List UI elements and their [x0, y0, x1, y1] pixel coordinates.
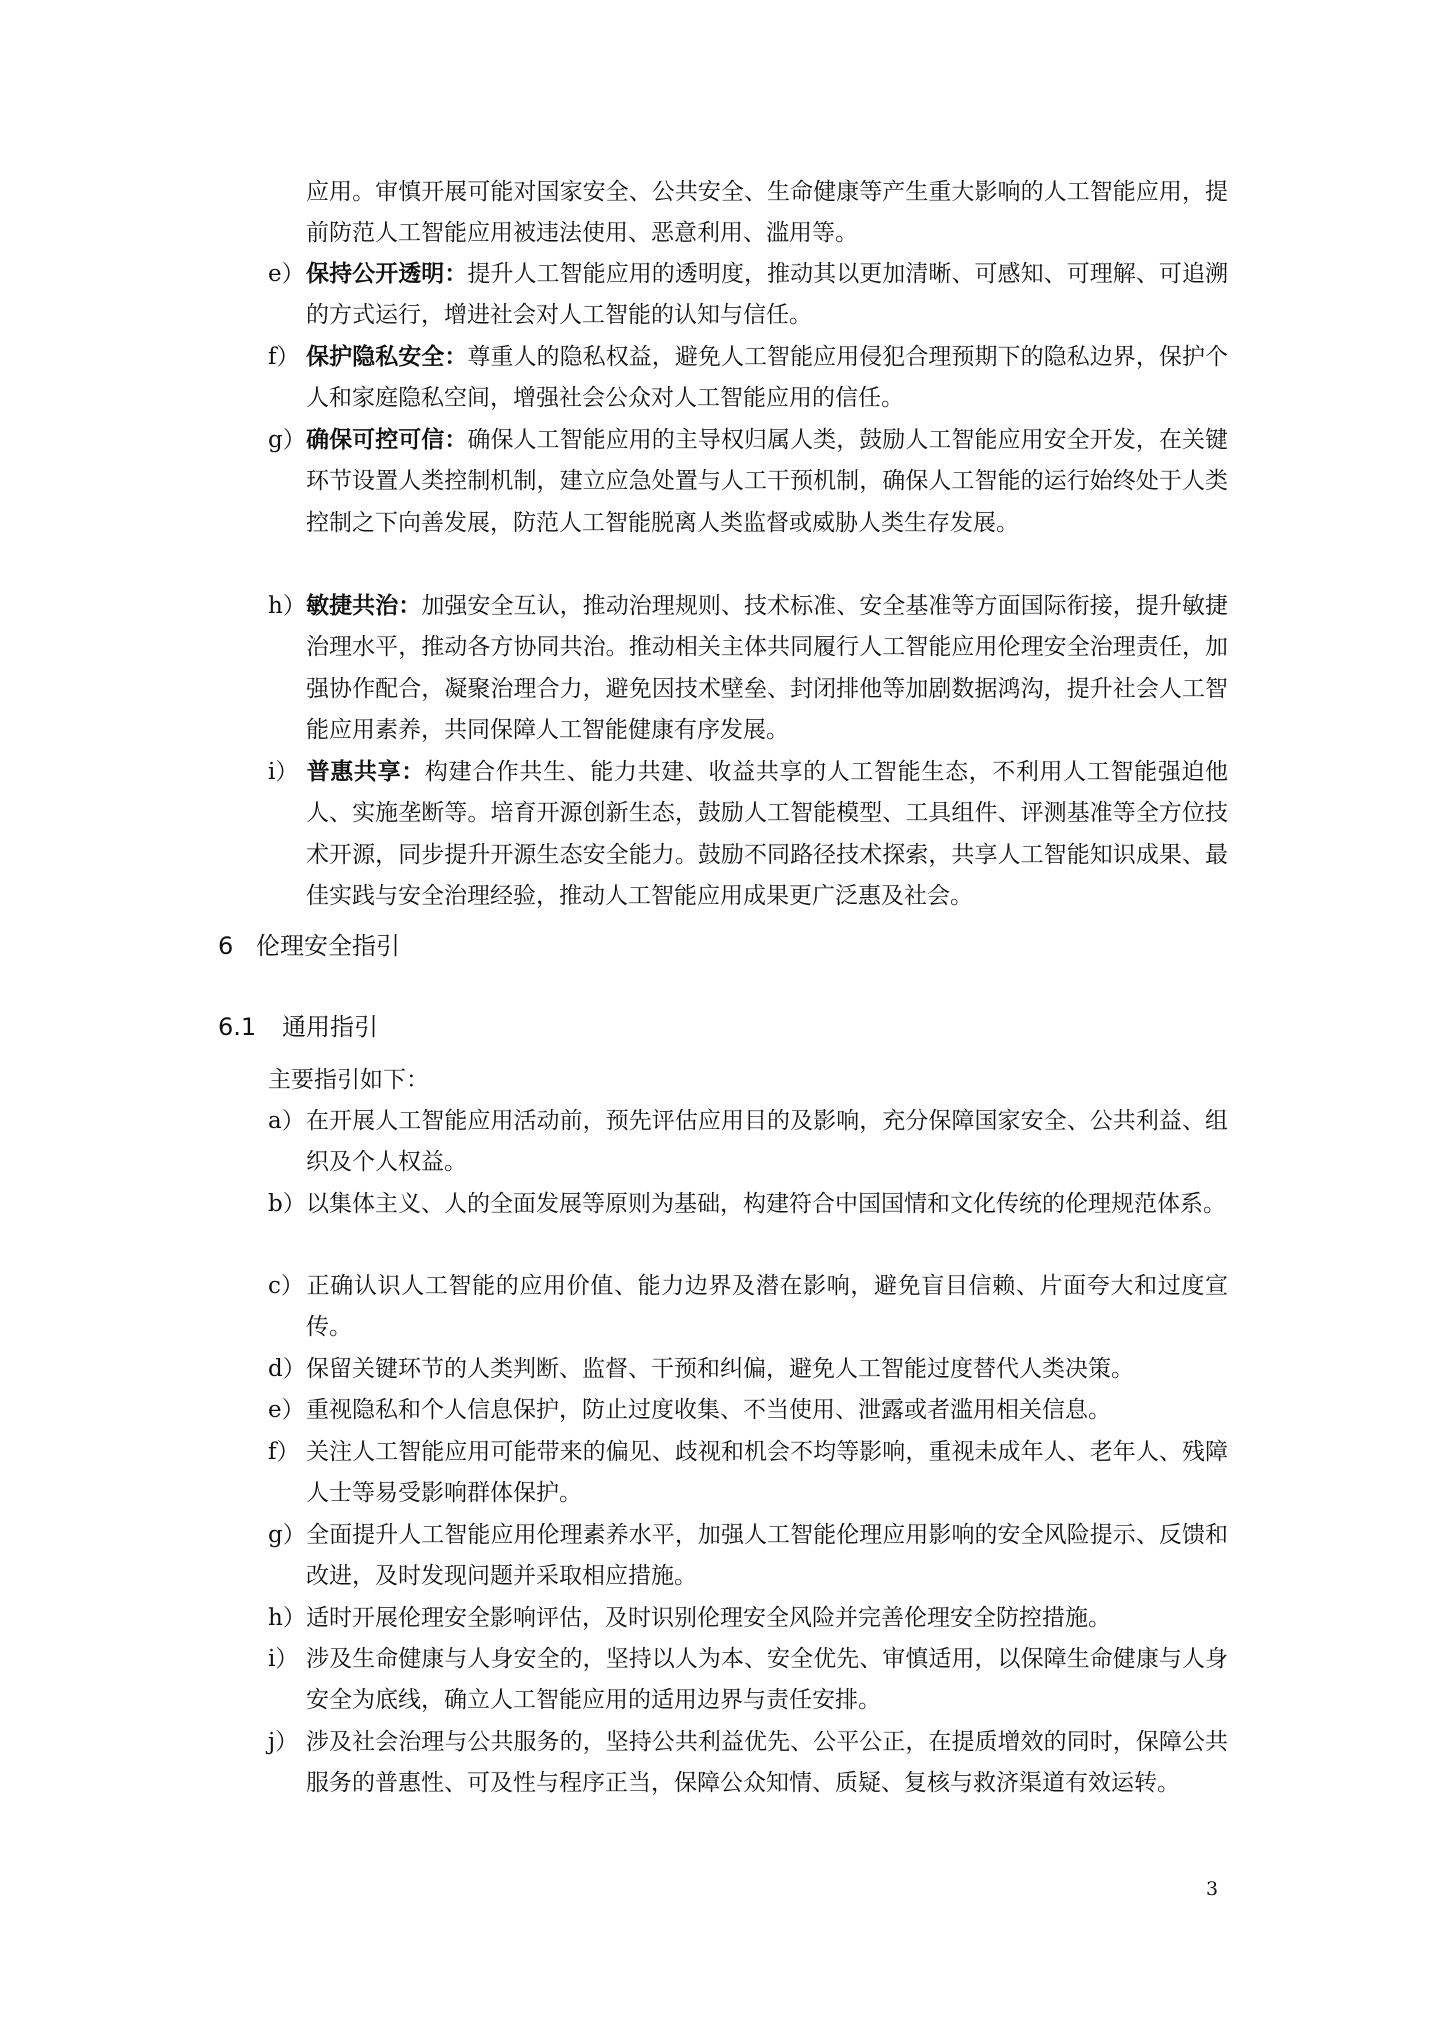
item-marker: i） [268, 1646, 299, 1672]
guideline-item-d [268, 1349, 1228, 1390]
guideline-text: 涉及社会治理与公共服务的，坚持公共利益优先、公平公正，在提质增效的同时，保障公共服务的普惠性、可及性与程序正当，保障公众知情、质疑、复核与救济渠道有效运转。 [306, 1729, 1228, 1797]
item-marker: h） [268, 1605, 306, 1631]
guideline-text: 涉及生命健康与人身安全的，坚持以人为本、安全优先、审慎适用，以保障生命健康与人身安全为底线，确立人工智能应用的适用边界与责任安排。 [306, 1646, 1228, 1714]
guideline-item-e [268, 1390, 1228, 1431]
item-marker: c） [268, 1273, 304, 1299]
item-marker: h） [268, 593, 306, 619]
item-marker: j） [268, 1729, 299, 1755]
section-heading-6-1 [218, 1007, 378, 1042]
guideline-item-f [268, 1432, 1228, 1515]
guideline-item-b [268, 1184, 1228, 1225]
principle-keyword: 保持公开透明： [306, 261, 468, 287]
principle-item-g [268, 420, 1228, 544]
principle-item-h [268, 586, 1228, 752]
principle-text: 提升人工智能应用的透明度，推动其以更加清晰、可感知、可理解、可追溯的方式运行，增进社会对人工智能的认知与信任。 [306, 261, 1229, 329]
guideline-text: 关注人工智能应用可能带来的偏见、歧视和机会不均等影响，重视未成年人、老年人、残障人士等易受影响群体保护。 [306, 1439, 1228, 1507]
guideline-text: 以集体主义、人的全面发展等原则为基础，构建符合中国国情和文化传统的伦理规范体系。 [306, 1191, 1226, 1217]
principle-text: 加强安全互认，推动治理规则、技术标准、安全基准等方面国际衔接，提升敏捷治理水平，推动各方协同共治。推动相关主体共同履行人工智能应用伦理安全治理责任，加强协作配合，凝聚治理合力，避免因技术壁垒、封闭排他等加剧数据鸿沟，提升社会人工智能应用素养，共同保障人工智能健康有序发展。 [306, 593, 1229, 744]
section-number: 6 [218, 932, 234, 960]
principle-item-f [268, 337, 1228, 420]
item-marker: b） [268, 1191, 306, 1217]
guideline-text: 保留关键环节的人类判断、监督、干预和纠偏，避免人工智能过度替代人类决策。 [306, 1356, 1134, 1382]
page-number: 3 [1206, 1878, 1219, 1900]
item-marker: g） [268, 1522, 306, 1548]
continuation-paragraph: 应用。审慎开展可能对国家安全、公共安全、生命健康等产生重大影响的人工智能应用，提前防范人工智能应用被违法使用、恶意利用、滥用等。 [306, 179, 1228, 247]
guideline-text: 全面提升人工智能应用伦理素养水平，加强人工智能伦理应用影响的安全风险提示、反馈和改进，及时发现问题并采取相应措施。 [306, 1522, 1228, 1590]
section-number: 6.1 [218, 1013, 257, 1041]
principle-text: 确保人工智能应用的主导权归属人类，鼓励人工智能应用安全开发，在关键环节设置人类控制机制，建立应急处置与人工干预机制，确保人工智能的运行始终处于人类控制之下向善发展，防范人工智能脱离人类监督或威胁人类生存发展。 [306, 427, 1229, 536]
section-title: 伦理安全指引 [256, 932, 400, 960]
guideline-text: 在开展人工智能应用活动前，预先评估应用目的及影响，充分保障国家安全、公共利益、组织及个人权益。 [306, 1108, 1228, 1176]
item-marker: a） [268, 1108, 305, 1134]
principle-text: 构建合作共生、能力共建、收益共享的人工智能生态，不利用人工智能强迫他人、实施垄断等。培育开源创新生态，鼓励人工智能模型、工具组件、评测基准等全方位技术开源，同步提升开源生态安全能力。鼓励不同路径技术探索，共享人工智能知识成果、最佳实践与安全治理经验，推动人工智能应用成果更广泛惠及社会。 [306, 759, 1229, 910]
item-marker: f） [268, 344, 300, 370]
section-heading-6 [218, 926, 400, 961]
item-marker: g） [268, 427, 306, 453]
item-marker: d） [268, 1356, 306, 1382]
guideline-text: 重视隐私和个人信息保护，防止过度收集、不当使用、泄露或者滥用相关信息。 [306, 1397, 1111, 1423]
principle-item-e [268, 254, 1228, 337]
principle-item-i [268, 752, 1228, 918]
guideline-item-a [268, 1101, 1228, 1184]
guideline-text: 正确认识人工智能的应用价值、能力边界及潜在影响，避免盲目信赖、片面夸大和过度宣传。 [306, 1273, 1228, 1341]
principle-text: 尊重人的隐私权益，避免人工智能应用侵犯合理预期下的隐私边界，保护个人和家庭隐私空间，增强社会公众对人工智能应用的信任。 [306, 344, 1229, 412]
guideline-text: 适时开展伦理安全影响评估，及时识别伦理安全风险并完善伦理安全防控措施。 [306, 1605, 1111, 1631]
principle-keyword: 敏捷共治： [306, 593, 422, 619]
guidelines-intro: 主要指引如下： [268, 1067, 429, 1093]
item-marker: e） [268, 261, 305, 287]
item-marker: i） [268, 759, 299, 785]
item-marker: e） [268, 1397, 305, 1423]
section-title: 通用指引 [282, 1013, 378, 1041]
principle-keyword: 普惠共享： [306, 759, 425, 785]
guideline-item-g [268, 1515, 1228, 1598]
guideline-item-c [268, 1266, 1228, 1349]
guideline-item-h [268, 1598, 1228, 1639]
guideline-item-j [268, 1722, 1228, 1805]
guideline-item-i [268, 1639, 1228, 1722]
principle-keyword: 保护隐私安全： [306, 344, 468, 370]
item-marker: f） [268, 1439, 300, 1465]
principle-keyword: 确保可控可信： [306, 427, 468, 453]
